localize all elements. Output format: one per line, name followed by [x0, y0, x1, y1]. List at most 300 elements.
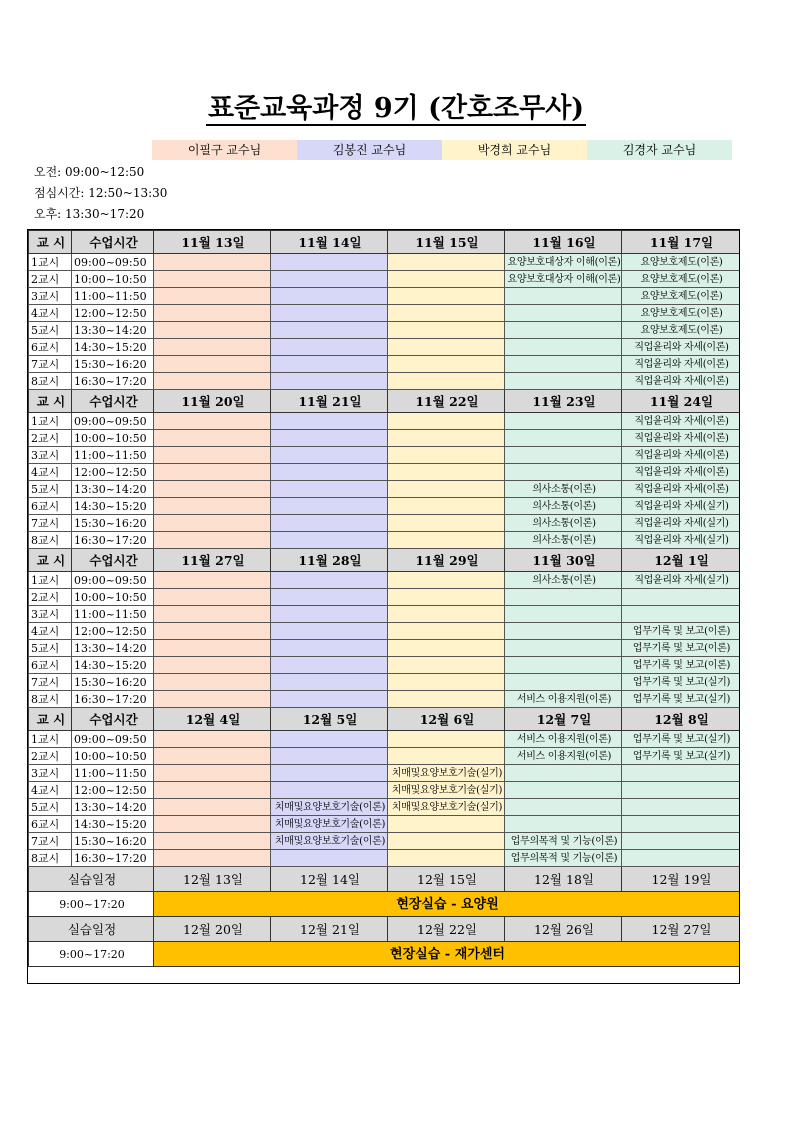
class-cell — [154, 833, 271, 850]
practice-date: 12월 13일 — [154, 867, 271, 892]
class-cell: 업무기록 및 보고(실기) — [622, 674, 740, 691]
time-range: 14:30~15:20 — [72, 498, 154, 515]
time-range: 13:30~14:20 — [72, 799, 154, 816]
table-row — [29, 623, 740, 640]
practice-label: 실습일정 — [29, 917, 154, 942]
class-cell — [154, 339, 271, 356]
class-cell — [388, 288, 505, 305]
time-range: 12:00~12:50 — [72, 464, 154, 481]
class-cell: 업무기록 및 보고(실기) — [622, 691, 740, 708]
class-cell — [388, 464, 505, 481]
class-cell — [388, 532, 505, 549]
class-cell — [622, 606, 740, 623]
table-row — [29, 515, 740, 532]
table-row — [29, 532, 740, 549]
class-cell — [154, 498, 271, 515]
class-cell — [388, 850, 505, 867]
class-cell — [505, 765, 622, 782]
week-header-row — [29, 231, 740, 254]
class-cell — [154, 782, 271, 799]
period-label: 4교시 — [29, 305, 72, 322]
time-range: 12:00~12:50 — [72, 305, 154, 322]
class-cell — [154, 288, 271, 305]
time-range: 16:30~17:20 — [72, 691, 154, 708]
period-label: 5교시 — [29, 322, 72, 339]
class-cell — [505, 799, 622, 816]
class-cell — [154, 657, 271, 674]
date-header: 12월 7일 — [505, 708, 622, 731]
class-cell — [505, 356, 622, 373]
class-cell — [388, 339, 505, 356]
time-range: 15:30~16:20 — [72, 356, 154, 373]
table-row — [29, 254, 740, 271]
class-cell — [271, 782, 388, 799]
table-row — [29, 356, 740, 373]
class-cell — [388, 674, 505, 691]
afternoon-hours: 오후: 13:30~17:20 — [34, 207, 145, 221]
period-label: 3교시 — [29, 447, 72, 464]
time-range: 10:00~10:50 — [72, 589, 154, 606]
class-cell — [388, 515, 505, 532]
period-label: 5교시 — [29, 481, 72, 498]
class-cell — [505, 305, 622, 322]
class-cell: 업무기록 및 보고(이론) — [622, 623, 740, 640]
table-row — [29, 799, 740, 816]
class-cell — [388, 691, 505, 708]
week-header-row — [29, 390, 740, 413]
table-row — [29, 850, 740, 867]
time-range: 15:30~16:20 — [72, 515, 154, 532]
class-cell — [271, 356, 388, 373]
table-row — [29, 373, 740, 390]
date-header: 12월 4일 — [154, 708, 271, 731]
class-cell: 직업윤리와 자세(실기) — [622, 498, 740, 515]
class-cell — [505, 373, 622, 390]
class-cell — [388, 589, 505, 606]
class-cell — [271, 271, 388, 288]
practice-date: 12월 26일 — [505, 917, 622, 942]
date-header: 11월 13일 — [154, 231, 271, 254]
class-cell — [388, 816, 505, 833]
time-range: 14:30~15:20 — [72, 339, 154, 356]
class-cell — [622, 833, 740, 850]
class-cell — [154, 731, 271, 748]
class-cell — [271, 322, 388, 339]
date-header: 11월 27일 — [154, 549, 271, 572]
period-label: 6교시 — [29, 339, 72, 356]
class-cell: 업무기록 및 보고(실기) — [622, 731, 740, 748]
page-title: 표준교육과정 9기 (간호조무사) — [207, 93, 585, 124]
class-cell — [388, 623, 505, 640]
table-row — [29, 481, 740, 498]
class-cell — [154, 799, 271, 816]
time-range: 09:00~09:50 — [72, 254, 154, 271]
period-label: 3교시 — [29, 288, 72, 305]
class-cell — [271, 254, 388, 271]
period-label: 7교시 — [29, 674, 72, 691]
class-cell: 치매및요양보호기술(실기) — [388, 765, 505, 782]
table-row — [29, 305, 740, 322]
period-label: 2교시 — [29, 589, 72, 606]
class-cell — [388, 322, 505, 339]
date-header: 11월 29일 — [388, 549, 505, 572]
class-cell — [154, 850, 271, 867]
practice-date: 12월 27일 — [622, 917, 740, 942]
class-cell — [154, 447, 271, 464]
class-cell: 직업윤리와 자세(이론) — [622, 481, 740, 498]
table-row — [29, 413, 740, 430]
class-cell — [154, 691, 271, 708]
period-label: 2교시 — [29, 271, 72, 288]
table-row — [29, 816, 740, 833]
period-label: 7교시 — [29, 356, 72, 373]
class-cell — [505, 447, 622, 464]
table-row — [29, 731, 740, 748]
class-cell — [505, 430, 622, 447]
table-row — [29, 288, 740, 305]
class-cell — [271, 765, 388, 782]
legend-instructor-2: 김봉진 교수님 — [297, 140, 442, 160]
period-label: 4교시 — [29, 623, 72, 640]
time-range: 10:00~10:50 — [72, 430, 154, 447]
week-header-row — [29, 549, 740, 572]
class-cell — [388, 572, 505, 589]
class-cell — [154, 623, 271, 640]
table-row — [29, 447, 740, 464]
class-cell: 직업윤리와 자세(이론) — [622, 356, 740, 373]
time-range: 09:00~09:50 — [72, 572, 154, 589]
date-header: 11월 17일 — [622, 231, 740, 254]
class-cell: 직업윤리와 자세(이론) — [622, 339, 740, 356]
class-cell — [154, 765, 271, 782]
class-cell: 치매및요양보호기술(이론) — [271, 799, 388, 816]
time-range: 11:00~11:50 — [72, 447, 154, 464]
table-row — [29, 606, 740, 623]
time-range: 12:00~12:50 — [72, 782, 154, 799]
date-header: 11월 15일 — [388, 231, 505, 254]
class-cell — [388, 731, 505, 748]
class-cell — [154, 748, 271, 765]
class-cell: 직업윤리와 자세(실기) — [622, 515, 740, 532]
legend-instructor-4: 김경자 교수님 — [587, 140, 732, 160]
class-cell — [505, 623, 622, 640]
class-cell: 요양보호제도(이론) — [622, 254, 740, 271]
time-range: 11:00~11:50 — [72, 765, 154, 782]
time-range: 10:00~10:50 — [72, 271, 154, 288]
class-cell: 치매및요양보호기술(실기) — [388, 799, 505, 816]
table-row — [29, 572, 740, 589]
class-cell: 직업윤리와 자세(실기) — [622, 572, 740, 589]
class-cell — [271, 430, 388, 447]
date-header: 11월 21일 — [271, 390, 388, 413]
period-label: 8교시 — [29, 373, 72, 390]
class-cell: 직업윤리와 자세(실기) — [622, 532, 740, 549]
class-cell — [154, 481, 271, 498]
time-range: 11:00~11:50 — [72, 606, 154, 623]
table-row — [29, 748, 740, 765]
class-cell: 직업윤리와 자세(이론) — [622, 447, 740, 464]
class-cell — [271, 532, 388, 549]
class-cell — [388, 430, 505, 447]
practice-header-row — [29, 867, 740, 892]
class-cell — [505, 816, 622, 833]
date-header: 11월 30일 — [505, 549, 622, 572]
class-cell — [388, 498, 505, 515]
practice-date: 12월 14일 — [271, 867, 388, 892]
practice-time: 9:00~17:20 — [29, 942, 154, 967]
class-cell: 업무기록 및 보고(이론) — [622, 640, 740, 657]
class-cell: 서비스 이용지원(이론) — [505, 691, 622, 708]
period-label: 6교시 — [29, 498, 72, 515]
class-cell — [154, 816, 271, 833]
table-row — [29, 498, 740, 515]
class-cell: 서비스 이용지원(이론) — [505, 748, 622, 765]
morning-hours: 오전: 09:00~12:50 — [34, 165, 145, 179]
table-row — [29, 464, 740, 481]
time-range: 13:30~14:20 — [72, 640, 154, 657]
date-header: 12월 6일 — [388, 708, 505, 731]
class-cell — [154, 373, 271, 390]
class-cell — [622, 850, 740, 867]
time-header: 수업시간 — [72, 549, 154, 572]
class-cell: 요양보호제도(이론) — [622, 305, 740, 322]
class-cell — [505, 288, 622, 305]
class-cell — [154, 322, 271, 339]
class-cell — [271, 850, 388, 867]
time-range: 13:30~14:20 — [72, 322, 154, 339]
class-cell — [154, 271, 271, 288]
class-cell — [271, 339, 388, 356]
class-cell — [388, 254, 505, 271]
class-cell — [154, 532, 271, 549]
class-cell — [388, 356, 505, 373]
class-cell — [271, 373, 388, 390]
class-cell — [388, 657, 505, 674]
table-row — [29, 271, 740, 288]
period-label: 8교시 — [29, 850, 72, 867]
time-range: 09:00~09:50 — [72, 413, 154, 430]
class-cell — [505, 782, 622, 799]
date-header: 12월 5일 — [271, 708, 388, 731]
class-cell — [271, 691, 388, 708]
class-cell — [154, 430, 271, 447]
class-cell: 요양보호대상자 이해(이론) — [505, 254, 622, 271]
table-row — [29, 322, 740, 339]
class-cell — [154, 606, 271, 623]
class-cell — [388, 413, 505, 430]
period-label: 1교시 — [29, 254, 72, 271]
class-cell — [271, 464, 388, 481]
table-row — [29, 430, 740, 447]
time-range: 14:30~15:20 — [72, 657, 154, 674]
class-cell — [154, 674, 271, 691]
practice-row — [29, 892, 740, 917]
class-cell: 요양보호제도(이론) — [622, 288, 740, 305]
time-range: 16:30~17:20 — [72, 850, 154, 867]
time-header: 수업시간 — [72, 708, 154, 731]
class-cell — [388, 373, 505, 390]
class-cell — [388, 481, 505, 498]
time-range: 11:00~11:50 — [72, 288, 154, 305]
class-cell: 요양보호대상자 이해(이론) — [505, 271, 622, 288]
time-range: 15:30~16:20 — [72, 833, 154, 850]
class-cell: 직업윤리와 자세(이론) — [622, 464, 740, 481]
week-header-row — [29, 708, 740, 731]
practice-date: 12월 22일 — [388, 917, 505, 942]
legend-instructor-1: 이필구 교수님 — [152, 140, 297, 160]
class-cell — [154, 572, 271, 589]
period-header: 교 시 — [29, 390, 72, 413]
class-cell — [505, 322, 622, 339]
class-cell — [271, 623, 388, 640]
class-cell — [271, 481, 388, 498]
class-cell: 직업윤리와 자세(이론) — [622, 413, 740, 430]
class-cell — [505, 589, 622, 606]
practice-time: 9:00~17:20 — [29, 892, 154, 917]
class-cell — [388, 640, 505, 657]
date-header: 12월 1일 — [622, 549, 740, 572]
legend-instructor-3: 박경희 교수님 — [442, 140, 587, 160]
class-cell — [271, 657, 388, 674]
class-cell — [271, 305, 388, 322]
class-cell — [271, 748, 388, 765]
class-cell — [154, 640, 271, 657]
practice-activity: 현장실습 - 요양원 — [154, 892, 740, 917]
class-cell: 치매및요양보호기술(실기) — [388, 782, 505, 799]
lunch-hours: 점심시간: 12:50~13:30 — [34, 186, 168, 200]
class-cell: 치매및요양보호기술(이론) — [271, 833, 388, 850]
practice-label: 실습일정 — [29, 867, 154, 892]
class-cell — [505, 657, 622, 674]
class-cell — [505, 640, 622, 657]
period-label: 4교시 — [29, 782, 72, 799]
class-cell — [154, 254, 271, 271]
period-label: 7교시 — [29, 833, 72, 850]
class-cell — [622, 816, 740, 833]
date-header: 11월 23일 — [505, 390, 622, 413]
date-header: 12월 8일 — [622, 708, 740, 731]
practice-date: 12월 19일 — [622, 867, 740, 892]
practice-header-row — [29, 917, 740, 942]
class-cell — [271, 498, 388, 515]
period-label: 6교시 — [29, 816, 72, 833]
period-label: 7교시 — [29, 515, 72, 532]
period-label: 2교시 — [29, 748, 72, 765]
period-label: 4교시 — [29, 464, 72, 481]
class-cell — [388, 833, 505, 850]
table-row — [29, 833, 740, 850]
table-row — [29, 657, 740, 674]
time-range: 12:00~12:50 — [72, 623, 154, 640]
period-label: 3교시 — [29, 765, 72, 782]
date-header: 11월 20일 — [154, 390, 271, 413]
class-cell: 업무의목적 및 기능(이론) — [505, 850, 622, 867]
class-cell: 의사소통(이론) — [505, 515, 622, 532]
class-cell — [622, 589, 740, 606]
class-cell — [154, 356, 271, 373]
time-range: 14:30~15:20 — [72, 816, 154, 833]
practice-date: 12월 21일 — [271, 917, 388, 942]
table-row — [29, 691, 740, 708]
time-range: 16:30~17:20 — [72, 373, 154, 390]
class-cell — [154, 589, 271, 606]
class-cell — [271, 572, 388, 589]
time-range: 16:30~17:20 — [72, 532, 154, 549]
date-header: 11월 22일 — [388, 390, 505, 413]
table-row — [29, 640, 740, 657]
period-label: 5교시 — [29, 640, 72, 657]
class-cell: 업무기록 및 보고(이론) — [622, 657, 740, 674]
class-cell: 업무의목적 및 기능(이론) — [505, 833, 622, 850]
class-cell: 직업윤리와 자세(이론) — [622, 430, 740, 447]
period-label: 5교시 — [29, 799, 72, 816]
class-cell — [505, 339, 622, 356]
class-cell: 업무기록 및 보고(실기) — [622, 748, 740, 765]
class-cell — [271, 731, 388, 748]
class-cell — [154, 305, 271, 322]
class-cell: 치매및요양보호기술(이론) — [271, 816, 388, 833]
table-row — [29, 339, 740, 356]
class-cell — [154, 515, 271, 532]
class-cell — [388, 305, 505, 322]
schedule-table — [28, 230, 740, 967]
class-cell: 의사소통(이론) — [505, 498, 622, 515]
class-cell — [622, 799, 740, 816]
practice-date: 12월 20일 — [154, 917, 271, 942]
class-cell — [271, 606, 388, 623]
table-row — [29, 765, 740, 782]
class-cell — [271, 674, 388, 691]
class-cell — [388, 606, 505, 623]
table-row — [29, 589, 740, 606]
period-header: 교 시 — [29, 549, 72, 572]
class-cell: 의사소통(이론) — [505, 572, 622, 589]
date-header: 11월 16일 — [505, 231, 622, 254]
class-cell — [388, 271, 505, 288]
date-header: 11월 28일 — [271, 549, 388, 572]
time-range: 13:30~14:20 — [72, 481, 154, 498]
class-cell — [271, 447, 388, 464]
time-range: 09:00~09:50 — [72, 731, 154, 748]
date-header: 11월 14일 — [271, 231, 388, 254]
class-cell: 서비스 이용지원(이론) — [505, 731, 622, 748]
class-cell: 의사소통(이론) — [505, 532, 622, 549]
class-cell — [622, 765, 740, 782]
class-cell — [505, 464, 622, 481]
table-row — [29, 674, 740, 691]
class-cell: 의사소통(이론) — [505, 481, 622, 498]
period-label: 1교시 — [29, 413, 72, 430]
time-header: 수업시간 — [72, 231, 154, 254]
class-cell — [622, 782, 740, 799]
class-cell — [154, 464, 271, 481]
period-label: 8교시 — [29, 532, 72, 549]
practice-date: 12월 18일 — [505, 867, 622, 892]
class-cell — [271, 640, 388, 657]
class-cell: 직업윤리와 자세(이론) — [622, 373, 740, 390]
time-range: 10:00~10:50 — [72, 748, 154, 765]
practice-activity: 현장실습 - 재가센터 — [154, 942, 740, 967]
class-cell: 요양보호제도(이론) — [622, 322, 740, 339]
class-cell: 요양보호제도(이론) — [622, 271, 740, 288]
period-label: 1교시 — [29, 731, 72, 748]
practice-row — [29, 942, 740, 967]
class-cell — [505, 413, 622, 430]
class-cell — [271, 413, 388, 430]
period-header: 교 시 — [29, 708, 72, 731]
practice-date: 12월 15일 — [388, 867, 505, 892]
instructor-legend — [152, 140, 732, 160]
